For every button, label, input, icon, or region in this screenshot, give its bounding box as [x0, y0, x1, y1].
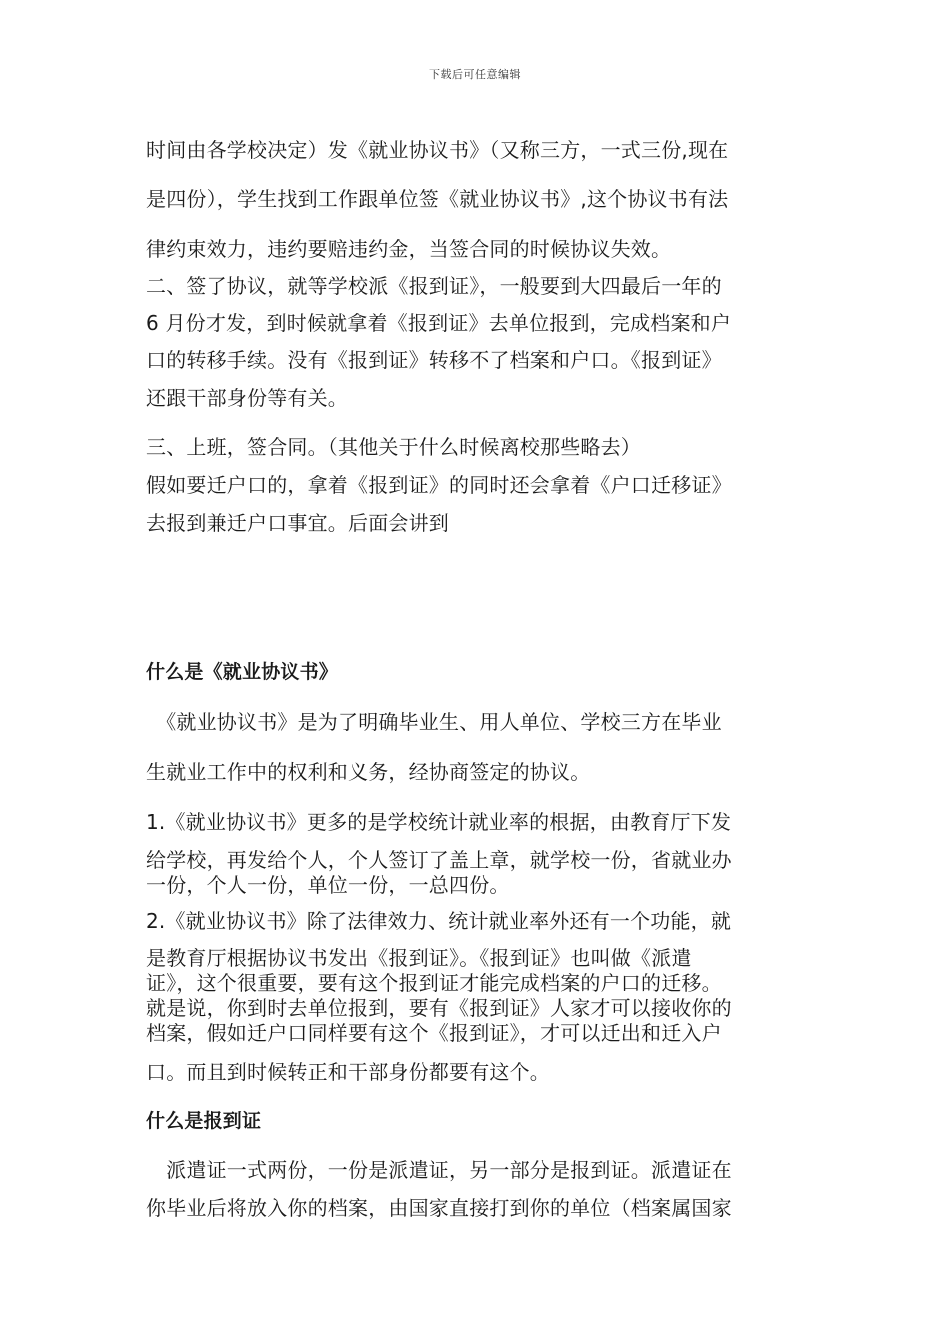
body-line: 口的转移手续。没有《报到证》转移不了档案和户口。《报到证》 — [146, 348, 722, 372]
body-line: 《就业协议书》是为了明确毕业生、用人单位、学校三方在毕业 — [146, 710, 722, 734]
body-line: 6 月份才发，到时候就拿着《报到证》去单位报到，完成档案和户 — [146, 311, 732, 335]
section-heading-employment-agreement: 什么是《就业协议书》 — [146, 661, 339, 683]
body-line: 二、签了协议，就等学校派《报到证》，一般要到大四最后一年的 — [146, 274, 722, 298]
body-line: 是四份），学生找到工作跟单位签《就业协议书》,这个协议书有法 — [146, 187, 729, 211]
list-item-line: 口。而且到时候转正和干部身份都要有这个。 — [146, 1060, 550, 1084]
list-item-line: 就是说，你到时去单位报到，要有《报到证》人家才可以接收你的 — [146, 996, 732, 1020]
page-header: 下载后可任意编辑 — [429, 68, 521, 81]
body-line: 你毕业后将放入你的档案，由国家直接打到你的单位（档案属国家 — [146, 1196, 732, 1220]
body-line: 律约束效力，违约要赔违约金，当签合同的时候协议失效。 — [146, 237, 672, 261]
body-line: 三、上班，签合同。（其他关于什么时候离校那些略去） — [146, 435, 641, 459]
list-item-line: 给学校，再发给个人，个人签订了盖上章，就学校一份，省就业办 — [146, 848, 732, 872]
body-line: 去报到兼迁户口事宜。后面会讲到 — [146, 511, 449, 535]
list-item-line: 2.《就业协议书》除了法律效力、统计就业率外还有一个功能，就 — [146, 909, 732, 933]
body-line: 生就业工作中的权利和义务，经协商签定的协议。 — [146, 760, 591, 784]
body-line: 派遣证一式两份，一份是派遣证，另一部分是报到证。派遣证在 — [146, 1158, 732, 1182]
body-line: 还跟干部身份等有关。 — [146, 386, 348, 410]
list-item-line: 档案，假如迁户口同样要有这个《报到证》，才可以迁出和迁入户 — [146, 1021, 722, 1045]
body-line: 时间由各学校决定）发《就业协议书》（又称三方，一式三份,现在 — [146, 138, 729, 162]
list-item-line: 证》，这个很重要，要有这个报到证才能完成档案的户口的迁移。 — [146, 971, 722, 995]
list-item-line: 是教育厅根据协议书发出《报到证》。《报到证》也叫做《派遣 — [146, 946, 692, 970]
section-heading-report-certificate: 什么是报到证 — [146, 1110, 262, 1132]
body-line: 假如要迁户口的，拿着《报到证》的同时还会拿着《户口迁移证》 — [146, 473, 732, 497]
list-item-line: 1.《就业协议书》更多的是学校统计就业率的根据，由教育厅下发 — [146, 810, 732, 834]
list-item-line: 一份，个人一份，单位一份，一总四份。 — [146, 873, 510, 897]
